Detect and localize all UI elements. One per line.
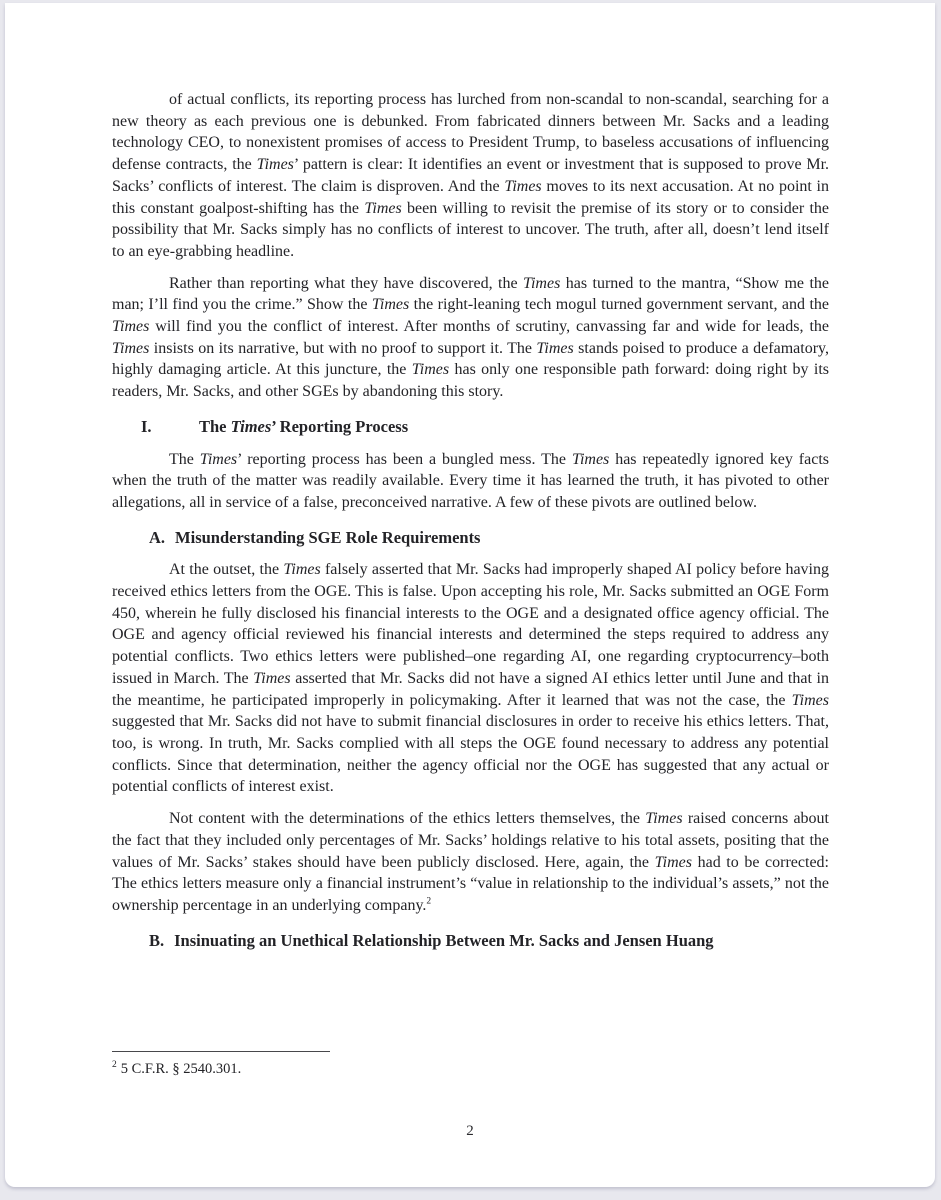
subsection-heading-b: [112, 930, 829, 952]
paragraph: Rather than reporting what they have discovered, the Times has turned to the mantra, “Show me the man; I’ll find you the crime.” Show the Times the right-leaning tech mogul turned government servant, and the Times will find you the conflict of interest. After months of scrutiny, canvassing far and wide for leads, the Times insists on its narrative, but with no proof to support it. The Times stands poised to produce a defamatory, highly damaging article. At this juncture, the Times has only one responsible path forward: doing right by its readers, Mr. Sacks, and other SGEs by abandoning this story.: [112, 274, 830, 401]
paragraph: of actual conflicts, its reporting process has lurched from non-scandal to non-scandal, searching for a new theory as each previous one is debunked. From fabricated dinners between Mr. Sacks and a leading technology CEO, to nonexistent promises of access to President Trump, to baseless accusations of influencing defense contracts, the Times’ pattern is clear: It identifies an event or investment that is supposed to prove Mr. Sacks’ conflicts of interest. The claim is disproven. And the Times moves to its next accusation. At no point in this constant goalpost-shifting has the Times been willing to revisit the premise of its story or to consider the possibility that Mr. Sacks simply has no conflicts of interest to uncover. The truth, after all, doesn’t lend itself to an eye-grabbing headline.: [112, 91, 830, 260]
footnote-text: [112, 1060, 828, 1079]
footnote-marker: 2: [112, 1060, 117, 1071]
subsection-number: A.: [149, 527, 166, 547]
footnote: [112, 1051, 828, 1079]
page-number: 2: [466, 1123, 474, 1139]
section-title: The Times’ Reporting Process: [199, 416, 409, 436]
section-number: I.: [141, 416, 152, 436]
subsection-title: Insinuating an Unethical Relationship Between Mr. Sacks and Jensen Huang: [174, 930, 714, 950]
paragraph: Not content with the determinations of the ethics letters themselves, the Times raised concerns about the fact that they included only percentages of Mr. Sacks’ holdings relative to his total assets, positing that the values of Mr. Sacks’ stakes should have been publicly disclosed. Here, again, the Times had to be corrected: The ethics letters measure only a financial instrument’s “value in relationship to the individual’s assets,” not the ownership percentage in an underlying company.$^2$: [112, 810, 829, 914]
document-page: [5, 3, 935, 1187]
subsection-title: Misunderstanding SGE Role Requirements: [175, 527, 481, 547]
paragraph: At the outset, the Times falsely asserted that Mr. Sacks had improperly shaped AI policy before having received ethics letters from the OGE. This is false. Upon accepting his role, Mr. Sacks submitted an OGE Form 450, wherein he fully disclosed his financial interests to the OGE and a designated office agency official. The OGE and agency official reviewed his financial interests and determined the steps required to address any potential conflicts. Two ethics letters were published–one regarding AI, one regarding cryptocurrency–both issued in March. The Times asserted that Mr. Sacks did not have a signed AI ethics letter until June and that in the meantime, he participated improperly in policymaking. After it learned that was not the case, the Times suggested that Mr. Sacks did not have to submit financial disclosures in order to receive his ethics letters. That, too, is wrong. In truth, Mr. Sacks complied with all steps the OGE found necessary to address any potential conflicts. Since that determination, neither the agency official nor the OGE has suggested that any actual or potential conflicts of interest exist.: [112, 561, 830, 796]
footnote-divider: [112, 1051, 330, 1052]
footnote-citation: 5 C.F.R. § 2540.301.: [120, 1061, 242, 1077]
paragraph: The Times’ reporting process has been a bungled mess. The Times has repeatedly ignored key facts when the truth of the matter was readily available. Every time it has learned the truth, it has pivoted to other allegations, all in service of a false, preconceived narrative. A few of these pivots are outlined below.: [112, 450, 829, 511]
subsection-number: B.: [149, 930, 165, 950]
section-heading-1: [112, 416, 829, 438]
page-body: [112, 89, 829, 962]
subsection-heading-a: [112, 527, 829, 549]
